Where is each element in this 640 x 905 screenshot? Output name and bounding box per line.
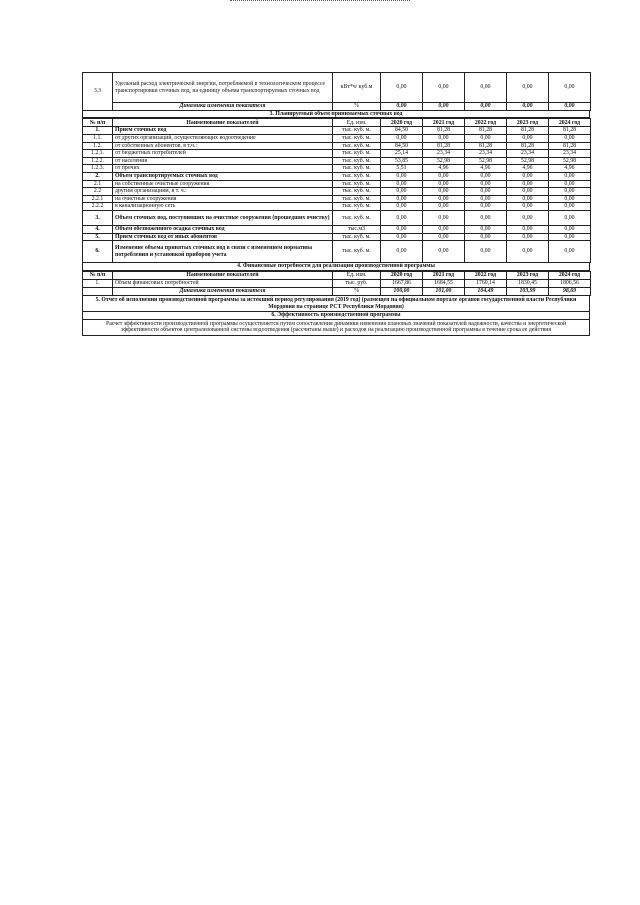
dynamics-value: 100,00 [381,287,423,295]
value-cell: 0,00 [423,172,465,180]
value-cell: 0,00 [507,180,549,188]
value-cell: 1760,14 [465,279,507,287]
value-cell: 4,96 [465,165,507,173]
dynamics-value: 0,00 [549,103,591,111]
row-number: 2.2.1 [83,195,113,203]
dynamics-name: Динамика изменения показателя [113,103,333,111]
header-cell: 2022 год [465,271,507,279]
header-cell: 2021 год [423,271,465,279]
value-cell: 1830,45 [507,279,549,287]
section-3-body [83,127,591,263]
value-cell: 81,28 [507,127,549,135]
row-number: 2.2 [83,188,113,196]
value-cell: 0,00 [423,241,465,263]
value-cell: 0,00 [423,233,465,241]
row-number: 1.2. [83,142,113,150]
table-row [83,241,591,263]
row-unit: тыс. куб. м. [333,203,381,211]
row-number: 2.1 [83,180,113,188]
value-cell: 81,28 [507,142,549,150]
dynamics-name: Динамика изменения показателя [113,287,333,295]
empty-cell [83,287,113,295]
value-cell: 53,85 [381,157,423,165]
value-cell: 0,00 [381,210,423,225]
dynamics-value: 104,49 [465,287,507,295]
value-cell: 0,00 [549,225,591,233]
value-cell: 0,00 [507,188,549,196]
section-5-report: 5. Отчет об исполнении производственной программы за истекший период регулирования (2019 год) (размещен на официальном портале органов государственной власти Республики Мордовия на странице РСТ Республики Мордовия) [82,296,590,312]
value-cell: 1806,56 [549,279,591,287]
value-cell: 81,28 [423,142,465,150]
row-name: от прочих [113,165,333,173]
value-cell: 52,98 [465,157,507,165]
value-cell: 0,00 [381,241,423,263]
table-row [83,210,591,225]
value-cell: 0,00 [549,134,591,142]
row-number: 1.2.2. [83,157,113,165]
row-number: 4. [83,225,113,233]
row-name: Изменение объема принятых сточных вод в связи с изменением норматива потребления и установкой приборов учета [113,241,333,263]
value-cell: 0,00 [507,233,549,241]
header-cell: 2024 год [549,271,591,279]
row-unit: тыс. куб. м. [333,195,381,203]
row-name: от других организаций, осуществляющих водоотведение [113,134,333,142]
value-cell: 0,00 [381,195,423,203]
row-name: на очистные сооружения [113,195,333,203]
value-cell: 0,00 [381,134,423,142]
value-cell: 0,00 [549,172,591,180]
header-cell: 2020 год [381,271,423,279]
value-cell: 0,00 [423,188,465,196]
header-cell: 2021 год [423,119,465,127]
row-number: 5. [83,233,113,241]
dynamics-value: 101,00 [423,287,465,295]
row-unit: тыс. куб. м. [333,157,381,165]
row-name: Объем финансовых потребностей [113,279,333,287]
value-cell: 81,28 [465,127,507,135]
section-3-table [82,118,591,263]
row-unit: тыс. куб. м. [333,142,381,150]
row-number: 1. [83,279,113,287]
value-cell: 0,00 [507,73,549,103]
section-4-title: 4. Финансовые потребности для реализации производственной программы [82,263,590,271]
row-unit: тыс. куб. м. [333,172,381,180]
header-cell: Ед. изм. [333,271,381,279]
header-cell: 2022 год [465,119,507,127]
row-name: Объем транспортируемых сточных вод [113,172,333,180]
value-cell: 23,34 [423,150,465,158]
value-cell: 0,00 [423,203,465,211]
value-cell: 0,00 [507,203,549,211]
section-6-text: Расчет эффективности производственной программы осуществляется путем сопоставления динамики изменения плановых значений показателей надежности, качества и энергетической эффективности объектов централизованной системы водоотведения (рассчитаны выше) и расходов на реализацию производственной программы в течение срока ее действия [82,320,590,336]
table-row-3-3 [82,72,591,111]
value-cell: 0,00 [423,225,465,233]
value-cell: 0,00 [381,188,423,196]
value-cell: 84,50 [381,142,423,150]
value-cell: 0,00 [465,188,507,196]
row-number: 3.3 [83,73,113,111]
table-header-row [83,271,591,279]
row-unit: тыс. куб. м. [333,233,381,241]
row-unit: тыс. куб. м. [333,241,381,263]
row-number: 3. [83,210,113,225]
header-cell: № п/п [83,271,113,279]
row-name: на собственные очистные сооружения [113,180,333,188]
row-number: 1.2.1. [83,150,113,158]
value-cell: 0,00 [423,73,465,103]
table-row [83,188,591,196]
dynamics-value: 0,00 [465,103,507,111]
row-name: Объем обезвоженного осадка сточных вод [113,225,333,233]
value-cell: 0,00 [549,195,591,203]
value-cell: 0,00 [381,172,423,180]
value-cell: 1684,55 [423,279,465,287]
value-cell: 0,00 [381,233,423,241]
row-unit: тыс.м3 [333,225,381,233]
value-cell: 5,51 [381,165,423,173]
row-unit: тыс. куб. м. [333,188,381,196]
row-unit: тыс. куб. м. [333,180,381,188]
table-row [83,180,591,188]
dynamics-value: 98,69 [549,287,591,295]
value-cell: 0,00 [381,203,423,211]
row-name: Прием сточных вод от иных абонентов [113,233,333,241]
table-row [83,233,591,241]
row-unit: тыс. куб. м. [333,210,381,225]
row-name: Прием сточных вод [113,127,333,135]
value-cell: 0,00 [381,180,423,188]
value-cell: 52,98 [507,157,549,165]
row-name: Объем сточных вод, поступивших на очистные сооружения (прошедших очистку) [113,210,333,225]
value-cell: 0,00 [507,210,549,225]
table-header-row [83,119,591,127]
table-row [83,142,591,150]
section-6-title: 6. Эффективность производственной программы [82,312,590,320]
table-row [83,279,591,287]
value-cell: 23,34 [549,150,591,158]
value-cell: 4,96 [549,165,591,173]
header-cell: Ед. изм. [333,119,381,127]
table-row [83,165,591,173]
value-cell: 0,00 [549,241,591,263]
table-row [83,150,591,158]
value-cell: 0,00 [465,241,507,263]
value-cell: 0,00 [549,73,591,103]
table-row [83,157,591,165]
value-cell: 52,98 [549,157,591,165]
value-cell: 0,00 [465,195,507,203]
value-cell: 0,00 [381,73,423,103]
value-cell: 0,00 [507,195,549,203]
value-cell: 0,00 [507,134,549,142]
dynamics-row [83,287,591,295]
table-row [83,195,591,203]
value-cell: 0,00 [507,225,549,233]
value-cell: 0,00 [423,134,465,142]
dynamics-unit: % [333,287,381,295]
header-cell: 2024 год [549,119,591,127]
value-cell: 0,00 [465,210,507,225]
header-cell: 2020 год [381,119,423,127]
dynamics-value: 0,00 [423,103,465,111]
header-cell: Наименование показателей [113,119,333,127]
value-cell: 0,00 [465,203,507,211]
table-row [83,203,591,211]
table-row [83,225,591,233]
value-cell: 0,00 [465,233,507,241]
row-unit: кВт*ч/ куб.м [333,73,381,103]
row-name: от собственных абонентов, в т.ч.: [113,142,333,150]
row-number: 1. [83,127,113,135]
value-cell: 0,00 [423,195,465,203]
row-unit: тыс. куб. м. [333,134,381,142]
table-row [83,172,591,180]
row-unit: тыс. куб. м. [333,150,381,158]
dynamics-value: 103,99 [507,287,549,295]
value-cell: 4,96 [507,165,549,173]
dynamics-value: 0,00 [507,103,549,111]
row-name: в канализационную сеть [113,203,333,211]
section-3-title: 3. Планируемый объем принимаемых сточных вод [82,111,590,119]
table-row [83,127,591,135]
row-name: от населения [113,157,333,165]
table-row [83,134,591,142]
value-cell: 81,28 [549,127,591,135]
scan-top-mark [230,0,410,4]
header-cell: № п/п [83,119,113,127]
value-cell: 81,28 [423,127,465,135]
row-name: от бюджетных потребителей [113,150,333,158]
value-cell: 0,00 [507,172,549,180]
row-unit: тыс. куб. м. [333,127,381,135]
value-cell: 81,28 [549,142,591,150]
value-cell: 0,00 [381,225,423,233]
row-name: Удельный расход электрической энергии, потребляемой в технологическом процессе транспортировки сточных вод, на единицу объема транспортируемых сточных вод [113,73,333,103]
dynamics-unit: % [333,103,381,111]
value-cell: 0,00 [465,180,507,188]
value-cell: 0,00 [465,225,507,233]
value-cell: 4,96 [423,165,465,173]
value-cell: 0,00 [423,180,465,188]
value-cell: 0,00 [549,188,591,196]
value-cell: 0,00 [549,180,591,188]
value-cell: 0,00 [549,233,591,241]
value-cell: 0,00 [465,73,507,103]
row-number: 1.1. [83,134,113,142]
document-page [82,72,590,336]
value-cell: 0,00 [465,172,507,180]
value-cell: 84,50 [381,127,423,135]
row-number: 2.2.2 [83,203,113,211]
header-cell: Наименование показателей [113,271,333,279]
value-cell: 0,00 [549,210,591,225]
value-cell: 52,98 [423,157,465,165]
row-unit: тыс. куб. м. [333,165,381,173]
section-4-table [82,271,591,296]
value-cell: 23,34 [465,150,507,158]
value-cell: 25,14 [381,150,423,158]
row-number: 2. [83,172,113,180]
value-cell: 23,34 [507,150,549,158]
value-cell: 81,28 [465,142,507,150]
value-cell: 0,00 [549,203,591,211]
value-cell: 0,00 [465,134,507,142]
value-cell: 0,00 [507,241,549,263]
header-cell: 2023 год [507,271,549,279]
value-cell: 1667,86 [381,279,423,287]
value-cell: 0,00 [423,210,465,225]
dynamics-value: 0,00 [381,103,423,111]
row-number: 1.2.3. [83,165,113,173]
row-unit: тыс. руб. [333,279,381,287]
header-cell: 2023 год [507,119,549,127]
row-name: другим организациям, в т. ч.: [113,188,333,196]
row-number: 6. [83,241,113,263]
